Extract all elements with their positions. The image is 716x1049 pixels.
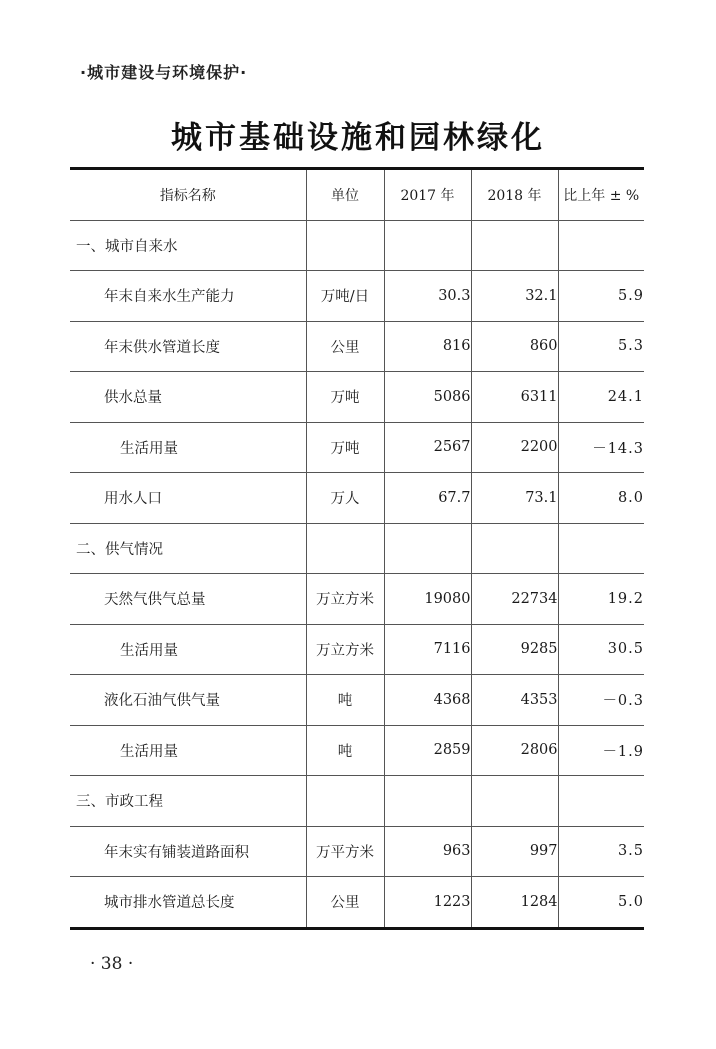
- table-row: [70, 372, 644, 423]
- change-percent-cell: －1.9: [558, 725, 644, 776]
- indicator-name-cell: 液化石油气供气量: [70, 675, 306, 726]
- header-unit: 单位: [306, 169, 384, 221]
- table-row: [70, 574, 644, 625]
- unit-cell: [306, 776, 384, 827]
- table-body: [70, 220, 644, 928]
- indicator-name-cell: 用水人口: [70, 473, 306, 524]
- value-2017-cell: 963: [384, 826, 471, 877]
- value-2018-cell: 860: [471, 321, 558, 372]
- value-2017-cell: [384, 220, 471, 271]
- value-2017-cell: 7116: [384, 624, 471, 675]
- value-2017-cell: 2859: [384, 725, 471, 776]
- indicator-name-cell: 城市排水管道总长度: [104, 895, 235, 912]
- section-header: ·城市建设与环境保护·: [80, 63, 248, 82]
- change-percent-cell: －0.3: [558, 675, 644, 726]
- table-row: [70, 422, 644, 473]
- statistics-table: [70, 167, 644, 930]
- value-2017-cell: 5086: [384, 372, 471, 423]
- value-2018-cell: 1284: [471, 877, 558, 929]
- change-percent-cell: 5.0: [558, 877, 644, 929]
- unit-cell: [306, 523, 384, 574]
- header-indicator-name: 指标名称: [70, 169, 306, 221]
- change-percent-cell: 8.0: [558, 473, 644, 524]
- header-change: 比上年 ± %: [558, 169, 644, 221]
- page-title: 城市基础设施和园林绿化: [171, 120, 545, 156]
- value-2018-cell: 2806: [471, 725, 558, 776]
- value-2017-cell: 19080: [384, 574, 471, 625]
- category-row: [70, 776, 644, 827]
- change-percent-cell: [558, 776, 644, 827]
- change-percent-cell: －14.3: [558, 422, 644, 473]
- category-row: [70, 523, 644, 574]
- value-2018-cell: [471, 523, 558, 574]
- indicator-name-cell: 生活用量: [70, 725, 306, 776]
- value-2018-cell: 2200: [471, 422, 558, 473]
- indicator-name-cell: 二、供气情况: [70, 523, 306, 574]
- change-percent-cell: [558, 523, 644, 574]
- value-2018-cell: 9285: [471, 624, 558, 675]
- value-2017-cell: 1223: [384, 877, 471, 929]
- value-2018-cell: 4353: [471, 675, 558, 726]
- unit-cell: 万立方米: [306, 574, 384, 625]
- header-2018: 2018 年: [471, 169, 558, 221]
- unit-cell: 万吨: [306, 422, 384, 473]
- change-percent-cell: 19.2: [558, 574, 644, 625]
- value-2018-cell: 32.1: [471, 271, 558, 322]
- value-2017-cell: [384, 523, 471, 574]
- indicator-name-cell: 年末实有铺装道路面积: [70, 826, 306, 877]
- change-percent-cell: 30.5: [558, 624, 644, 675]
- indicator-name-cell: 生活用量: [70, 624, 306, 675]
- change-percent-cell: 5.3: [558, 321, 644, 372]
- table-row: [70, 473, 644, 524]
- change-percent-cell: 5.9: [558, 271, 644, 322]
- change-percent-cell: 3.5: [558, 826, 644, 877]
- unit-cell: 公里: [306, 321, 384, 372]
- value-2017-cell: 2567: [384, 422, 471, 473]
- indicator-name-cell: 年末供水管道长度: [70, 321, 306, 372]
- value-2018-cell: 6311: [471, 372, 558, 423]
- indicator-name-cell: 生活用量: [70, 422, 306, 473]
- change-percent-cell: 24.1: [558, 372, 644, 423]
- table-header-row: [70, 169, 644, 221]
- value-2018-cell: [471, 776, 558, 827]
- unit-cell: 公里: [306, 877, 384, 929]
- table-row: [70, 271, 644, 322]
- unit-cell: 万立方米: [306, 624, 384, 675]
- unit-cell: 万平方米: [306, 826, 384, 877]
- unit-cell: 万人: [306, 473, 384, 524]
- table-row: [70, 725, 644, 776]
- table-row: [70, 675, 644, 726]
- value-2018-cell: [471, 220, 558, 271]
- value-2018-cell: 997: [471, 826, 558, 877]
- unit-cell: 万吨/日: [306, 271, 384, 322]
- value-2018-cell: 22734: [471, 574, 558, 625]
- page-number: · 38 ·: [90, 954, 134, 974]
- value-2017-cell: [384, 776, 471, 827]
- value-2017-cell: 30.3: [384, 271, 471, 322]
- value-2018-cell: 73.1: [471, 473, 558, 524]
- table-row: [70, 877, 644, 929]
- unit-cell: [306, 220, 384, 271]
- indicator-name-cell: 年末自来水生产能力: [70, 271, 306, 322]
- indicator-name-cell: 三、市政工程: [70, 776, 306, 827]
- category-row: [70, 220, 644, 271]
- value-2017-cell: 4368: [384, 675, 471, 726]
- table-row: [70, 624, 644, 675]
- indicator-name-cell: 供水总量: [70, 372, 306, 423]
- unit-cell: 万吨: [306, 372, 384, 423]
- table-row: [70, 321, 644, 372]
- table-row: [70, 826, 644, 877]
- header-2017: 2017 年: [384, 169, 471, 221]
- value-2017-cell: 67.7: [384, 473, 471, 524]
- unit-cell: 吨: [306, 675, 384, 726]
- unit-cell: 吨: [306, 725, 384, 776]
- change-percent-cell: [558, 220, 644, 271]
- indicator-name-cell: 一、城市自来水: [70, 220, 306, 271]
- value-2017-cell: 816: [384, 321, 471, 372]
- indicator-name-cell: 天然气供气总量: [70, 574, 306, 625]
